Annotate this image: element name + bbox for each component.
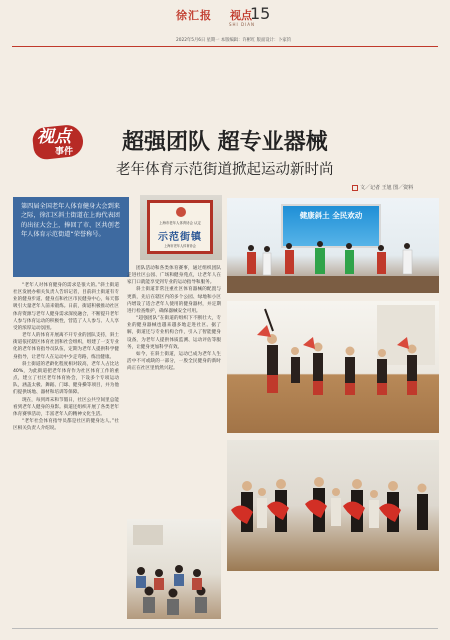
- col1-paragraph: 老年人的体育开展离不开专业的团队支持，斜土街道依托辖区体育社团和社会组织，组建了一支专业化的老年体育指导员队伍，定期为老年人提供科学健身指导，让老年人在运动中少走弯路，练出健康。: [13, 333, 119, 360]
- col2-paragraph: 斜土街道非常注重社区体育器械的配置与更新，先后在辖区内的多个公园、绿地和小区内增设了适合老年人使用的健身器材，并定期进行检查维护，确保器械安全可用。: [127, 287, 221, 314]
- page-number: 15: [250, 4, 271, 23]
- section-subtitle: SHI DIAN: [229, 22, 255, 27]
- footer-divider: [12, 628, 438, 629]
- badge-subtitle: 事件: [55, 147, 74, 157]
- body-column-1: [13, 282, 119, 618]
- dancers-figures: [227, 301, 439, 433]
- article-subheadline: 老年体育示范街道掀起运动新时尚: [116, 162, 334, 178]
- col2-paragraph: 如今，在斜土街道，运动已成为老年人生活中不可或缺的一部分，一股全民健身的新时尚正在社区里悄然兴起。: [127, 351, 221, 372]
- certificate-issuer-line: 上海市老年人体育协会 认定: [159, 221, 201, 225]
- certificate-footer: 上海市老年人体育协会: [164, 244, 196, 248]
- seated-participants-figures: [127, 519, 221, 619]
- fan-dance-photo: [227, 301, 439, 433]
- body-column-2: [127, 265, 221, 515]
- stage-performance-photo: [227, 198, 439, 293]
- stage-banner: 健康斜土 全民欢动: [299, 211, 363, 220]
- performers-figures: [227, 198, 439, 293]
- masthead: [0, 0, 450, 44]
- col1-paragraph: 斜土街道的老龄化程度相对较高，老年人占比达40%，为此街道把老年体育作为社区体育工作的重点，建立了社区老年体育协会，下设多个专项运动队，涵盖太极、舞蹈、门球、健身操等项目，并为他们提供场地、器材和培训等保障。: [13, 361, 119, 396]
- certificate-title: 示范街镇: [158, 232, 202, 243]
- certificate-inner: [150, 203, 210, 251]
- scarf-dancers-figures: [227, 440, 439, 571]
- col2-paragraph: “超强团队”在街道的组织下不断壮大，专业的健身器械也越来越多地走进社区。据了解，街道还与专业机构合作，引入了智能健身设备，为老年人提供体质监测、运动评估等服务，让健身更加科学有效。: [127, 316, 221, 350]
- badge-title: 视点: [37, 127, 71, 147]
- dateline: 2022年5月6日 星期一 本版编辑：许彬红 版面设计：卜家钧: [176, 38, 292, 43]
- seal-icon: [176, 207, 186, 217]
- article-headline: 超强团队 超专业器械: [122, 129, 328, 155]
- header-divider: [12, 46, 438, 47]
- lead-paragraph: 第四届全国老年人体育健身大会到来之际，徐汇区斜土街道在上海代表团的出征大会上，捧回了市、区共创老年人体育示范街道“荣誉称号。: [13, 197, 129, 277]
- article-byline: [352, 184, 413, 191]
- certificate-photo: [140, 195, 222, 260]
- byline-text: 文／记者 王旭 图／资料: [360, 185, 414, 191]
- red-scarf-dance-photo: [227, 440, 439, 571]
- certificate-plaque: [147, 200, 213, 254]
- col2-paragraph: 团队活动和各类体育赛事，通过组织团队走进社区公园、广场和健身苑点，让老年人在家门口就能享受到专业的运动指导和服务。: [127, 266, 221, 286]
- byline-marker-icon: [352, 185, 358, 191]
- col1-paragraph: “老年社会体育指导员都是社区的健身达人。”社区相关负责人介绍说。: [13, 418, 119, 432]
- section-title: 视点: [230, 9, 252, 22]
- col1-paragraph: “老年人对体育健身的需求是很大的。”斜土街道社区发展办相关负责人告诉记者，目前斜土街道有专业的健身步道、健身点和社区市民健身中心，每天都吸引大量老年人前来锻炼。日前，街道积极推动社区体育资源与老年人健身需求深度融合，不断提升老年人参与体育运动的积极性，营造了人人参与、人人享受的浓厚运动氛围。: [13, 283, 119, 331]
- newspaper-brand: 徐汇报: [176, 9, 212, 22]
- section-badge: [33, 118, 89, 162]
- col1-paragraph: 现在，每到周末和节假日，社区公共空间里总能看到老年人健身的身影。街道还组织开展了各类老年体育赛事活动，丰富老年人的精神文化生活。: [13, 397, 119, 417]
- seated-class-photo: [127, 519, 221, 619]
